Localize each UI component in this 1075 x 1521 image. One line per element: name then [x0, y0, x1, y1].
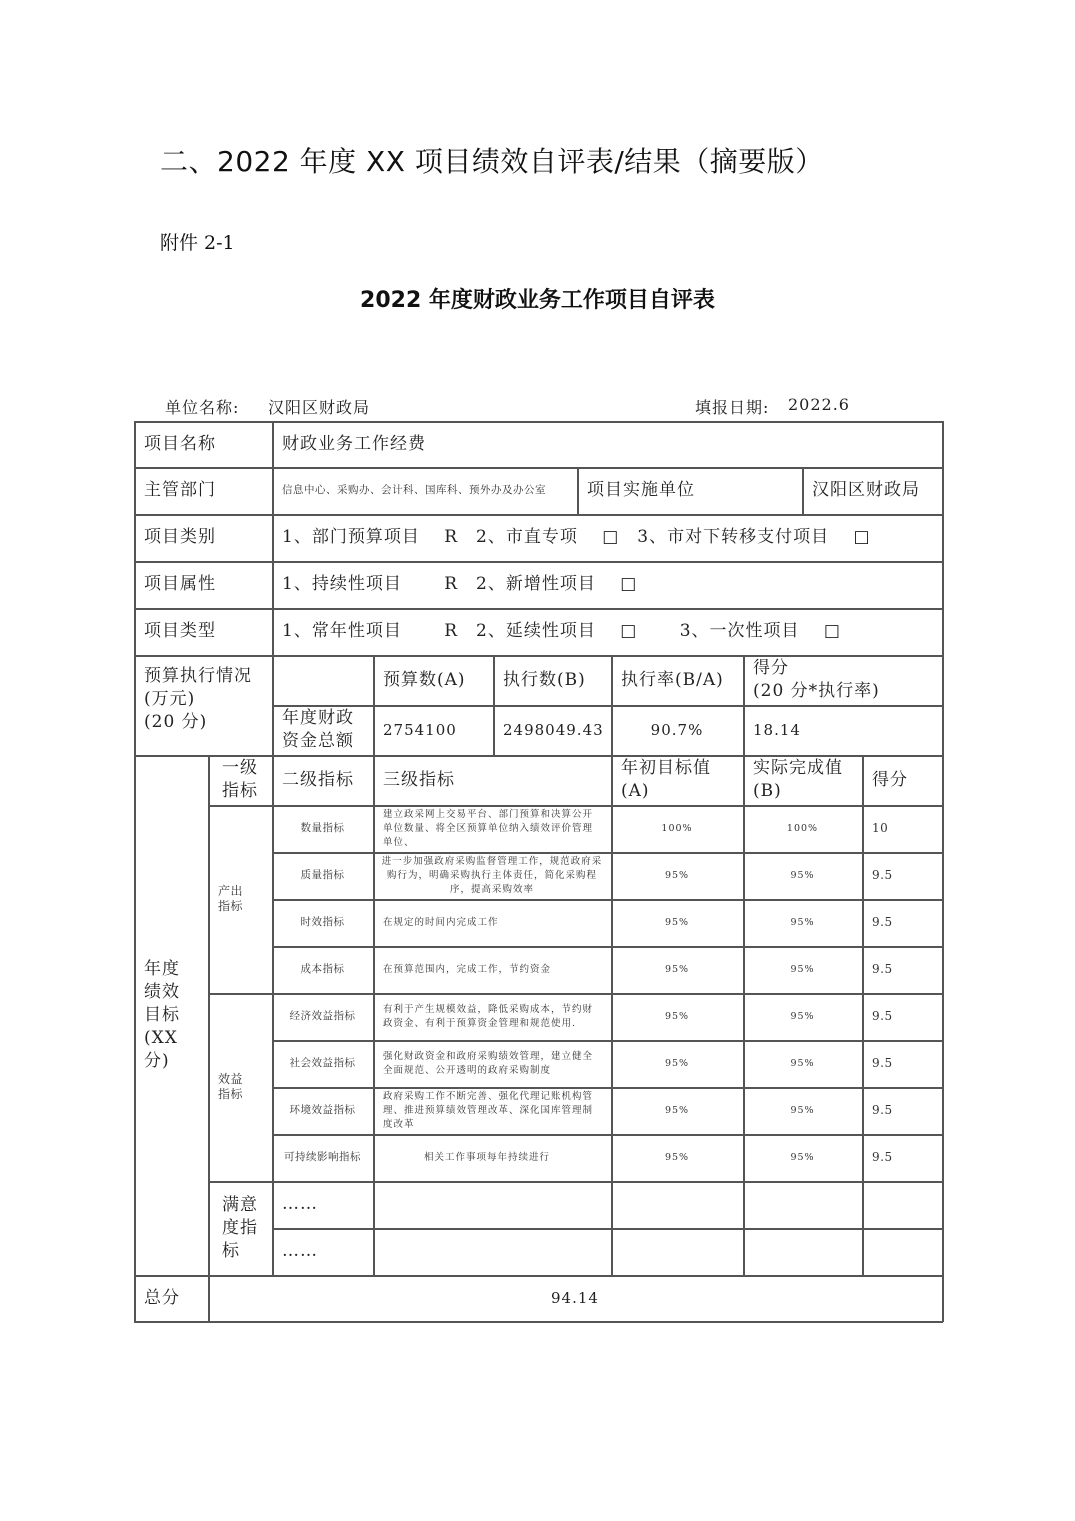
category-options	[272, 514, 942, 561]
level3-cell	[373, 852, 611, 899]
execution-rate-text: 90.7%	[650, 720, 704, 739]
budget-header-b	[493, 655, 611, 705]
category-label	[134, 514, 272, 561]
header-level1-text: 一级指标	[222, 758, 258, 801]
cell-line: (万元)	[144, 689, 196, 709]
score-cell-text: 9.5	[872, 1056, 893, 1070]
table-rule	[134, 561, 943, 563]
table-rule	[134, 421, 136, 1322]
score-cell-text: 9.5	[872, 868, 893, 882]
actual-cell	[743, 1040, 862, 1087]
score-cell	[862, 899, 942, 946]
level3-cell	[373, 1134, 611, 1181]
target-cell-text: 100%	[661, 822, 693, 834]
group-label-text: 效益指标	[218, 1072, 244, 1101]
header-actual-text: 实际完成值(B)	[753, 758, 843, 801]
actual-cell-text: 95%	[790, 1151, 815, 1163]
level2-cell	[272, 1087, 373, 1134]
score-cell	[862, 1087, 942, 1134]
level2-cell-text: 可持续影响指标	[284, 1151, 361, 1163]
score-cell-text: 10	[872, 821, 889, 835]
score-cell-text: 9.5	[872, 915, 893, 929]
project-name-value-text: 财政业务工作经费	[282, 433, 426, 454]
level2-cell-text: ……	[282, 1194, 318, 1214]
budget-header-a-text: 预算数(A)	[383, 669, 466, 690]
table-rule	[134, 421, 943, 423]
target-cell	[611, 1087, 743, 1134]
actual-cell-text: 95%	[790, 869, 815, 881]
target-cell	[611, 1228, 743, 1275]
target-cell-text: 95%	[664, 1057, 690, 1069]
target-cell-text: 95%	[664, 1010, 690, 1022]
score-cell	[862, 1134, 942, 1181]
budget-score	[743, 705, 942, 755]
table-rule	[577, 467, 579, 515]
header-level1	[208, 755, 272, 805]
level2-cell	[272, 993, 373, 1040]
budget-value-text: 2754100	[383, 720, 457, 739]
project-name-label-text: 项目名称	[144, 433, 216, 454]
budget-score-text: 18.14	[753, 720, 801, 739]
target-cell	[611, 1181, 743, 1228]
type-options-text: 1、常年性项目 R 2、延续性项目 □ 3、一次性项目 □	[282, 621, 841, 641]
score-cell	[862, 1181, 942, 1228]
actual-cell	[743, 993, 862, 1040]
header-target-text: 年初目标值(A)	[621, 758, 711, 801]
target-cell-text: 95%	[664, 1151, 690, 1163]
actual-cell	[743, 946, 862, 993]
table-rule	[134, 467, 943, 469]
target-cell	[611, 899, 743, 946]
level2-cell-text: 社会效益指标	[289, 1057, 356, 1069]
type-label	[134, 608, 272, 655]
level3-cell	[373, 1228, 611, 1275]
score-cell-text: 9.5	[872, 1150, 893, 1164]
level3-cell	[373, 899, 611, 946]
attribute-options-text: 1、持续性项目 R 2、新增性项目 □	[282, 574, 638, 594]
actual-cell	[743, 1228, 862, 1275]
attribute-label-text: 项目属性	[144, 574, 216, 594]
table-rule	[134, 655, 943, 657]
table-rule	[134, 608, 943, 610]
level2-cell-text: 经济效益指标	[289, 1010, 356, 1022]
level3-cell-text: 进一步加强政府采购监督管理工作，规范政府采购行为，明确采购执行主体责任，简化采购程序，提高采购效率	[381, 855, 603, 895]
level2-cell-text: ……	[282, 1241, 318, 1261]
header-score-text: 得分	[872, 769, 908, 790]
total-value	[208, 1275, 942, 1321]
department-value-text: 信息中心、采购办、会计科、国库科、预外办及办公室	[282, 484, 546, 496]
actual-cell	[743, 1087, 862, 1134]
target-cell	[611, 946, 743, 993]
target-cell	[611, 852, 743, 899]
execution-rate	[611, 705, 743, 755]
target-cell-text: 95%	[664, 1104, 690, 1116]
attribute-label	[134, 561, 272, 608]
target-cell	[611, 993, 743, 1040]
level3-cell	[373, 1181, 611, 1228]
target-cell	[611, 805, 743, 852]
header-level2	[272, 755, 373, 805]
table-rule	[134, 755, 943, 757]
level2-cell	[272, 1181, 373, 1228]
level3-cell-text: 强化财政资金和政府采购绩效管理，建立健全全面规范、公开透明的政府采购制度	[383, 1050, 594, 1076]
level3-cell-text: 建立政采网上交易平台、部门预算和决算公开单位数量、将全区预算单位纳入绩效评价管理单位、	[383, 808, 594, 848]
type-label-text: 项目类型	[144, 621, 216, 641]
actual-cell-text: 100%	[786, 822, 819, 834]
target-cell-text: 95%	[664, 916, 690, 928]
table-rule	[208, 993, 943, 995]
level2-cell-text: 时效指标	[300, 916, 345, 928]
target-cell-text: 95%	[664, 869, 690, 881]
table-rule	[611, 655, 613, 1276]
table-rule	[272, 421, 274, 1276]
actual-cell-text: 95%	[790, 1010, 815, 1022]
table-rule	[208, 805, 943, 807]
project-name-value	[272, 421, 942, 467]
budget-row-label-text: 年度财政资金总额	[282, 708, 354, 751]
attribute-options	[272, 561, 942, 608]
group-label	[208, 993, 272, 1181]
target-cell-text: 95%	[664, 963, 690, 975]
document-title: 2022 年度财政业务工作项目自评表	[360, 288, 715, 313]
level2-cell	[272, 1134, 373, 1181]
budget-header-a	[373, 655, 493, 705]
score-cell	[862, 993, 942, 1040]
level3-cell	[373, 1087, 611, 1134]
level3-cell	[373, 993, 611, 1040]
cell-line: 得分	[753, 658, 789, 678]
header-level3-text: 三级指标	[383, 769, 455, 790]
actual-cell	[743, 1181, 862, 1228]
group-label-text: 满意度指标	[222, 1194, 258, 1261]
table-rule	[802, 467, 804, 515]
header-actual	[743, 755, 862, 805]
executed-value-text: 2498049.43	[503, 720, 604, 739]
cell-line: (20 分)	[144, 712, 208, 732]
actual-cell	[743, 852, 862, 899]
actual-cell	[743, 1134, 862, 1181]
department-label-text: 主管部门	[144, 480, 216, 500]
budget-header-score	[743, 655, 942, 705]
score-cell	[862, 805, 942, 852]
level2-cell	[272, 1040, 373, 1087]
table-rule	[942, 421, 944, 1322]
score-cell	[862, 946, 942, 993]
table-rule	[493, 655, 495, 756]
date-value: 2022.6	[788, 395, 850, 414]
category-label-text: 项目类别	[144, 527, 216, 547]
group-label	[208, 805, 272, 993]
department-value	[272, 467, 577, 514]
goals-label	[134, 755, 208, 1275]
level3-cell-text: 有利于产生规模效益，降低采购成本，节约财政资金、有利于预算资金管理和规范使用.	[383, 1003, 594, 1029]
level3-cell	[373, 805, 611, 852]
budget-row-label	[272, 705, 373, 755]
level2-cell	[272, 899, 373, 946]
category-options-text: 1、部门预算项目 R 2、市直专项 □ 3、市对下转移支付项目 □	[282, 527, 871, 547]
actual-cell	[743, 805, 862, 852]
budget-header-rate	[611, 655, 743, 705]
budget-label	[134, 655, 272, 755]
section-heading: 二、2022 年度 XX 项目绩效自评表/结果（摘要版）	[160, 145, 824, 178]
header-target	[611, 755, 743, 805]
score-cell	[862, 1040, 942, 1087]
actual-cell-text: 95%	[790, 963, 815, 975]
cell-line: (20 分*执行率)	[753, 681, 880, 701]
date-label: 填报日期:	[695, 398, 770, 417]
table-rule	[208, 1181, 943, 1183]
target-cell	[611, 1134, 743, 1181]
score-cell	[862, 1228, 942, 1275]
budget-value	[373, 705, 493, 755]
table-rule	[134, 1275, 943, 1277]
table-rule	[862, 755, 864, 1276]
header-level2-text: 二级指标	[282, 769, 354, 790]
total-label	[134, 1275, 208, 1321]
actual-cell	[743, 899, 862, 946]
table-rule	[373, 655, 375, 1276]
budget-header-b-text: 执行数(B)	[503, 669, 586, 690]
level3-cell-text: 在规定的时间内完成工作	[383, 916, 499, 928]
score-cell-text: 9.5	[872, 962, 893, 976]
level3-cell-text: 在预算范围内，完成工作，节约资金	[383, 963, 552, 975]
impl-unit-value-text: 汉阳区财政局	[812, 480, 920, 500]
budget-header-rate-text: 执行率(B/A)	[621, 669, 724, 690]
department-label	[134, 467, 272, 514]
actual-cell-text: 95%	[790, 1104, 815, 1116]
table-rule	[208, 755, 210, 1322]
level2-cell	[272, 1228, 373, 1275]
header-score	[862, 755, 942, 805]
score-cell	[862, 852, 942, 899]
header-level3	[373, 755, 611, 805]
level2-cell-text: 数量指标	[300, 822, 345, 834]
impl-unit-label	[577, 467, 802, 514]
impl-unit-value	[802, 467, 942, 514]
level3-cell-text: 政府采购工作不断完善、强化代理记账机构管理、推进预算绩效管理改革、深化国库管理制度改革	[383, 1090, 594, 1130]
target-cell	[611, 1040, 743, 1087]
score-cell-text: 9.5	[872, 1103, 893, 1117]
unit-value: 汉阳区财政局	[268, 398, 371, 417]
level2-cell-text: 质量指标	[300, 869, 345, 881]
group-label-text: 产出指标	[218, 884, 244, 913]
attachment-label: 附件 2-1	[160, 232, 235, 254]
table-rule	[743, 655, 745, 1276]
level2-cell	[272, 946, 373, 993]
level2-cell-text: 环境效益指标	[289, 1104, 356, 1116]
level3-cell-text: 相关工作事项每年持续进行	[423, 1151, 550, 1163]
cell-line: 预算执行情况	[144, 666, 252, 686]
total-label-text: 总分	[144, 1287, 180, 1308]
actual-cell-text: 95%	[790, 1057, 815, 1069]
score-cell-text: 9.5	[872, 1009, 893, 1023]
impl-unit-label-text: 项目实施单位	[587, 480, 695, 500]
level3-cell	[373, 1040, 611, 1087]
level2-cell-text: 成本指标	[300, 963, 345, 975]
executed-value	[493, 705, 611, 755]
project-name-label	[134, 421, 272, 467]
table-rule	[134, 1321, 943, 1323]
level3-cell	[373, 946, 611, 993]
group-label	[208, 1181, 272, 1275]
type-options	[272, 608, 942, 655]
level2-cell	[272, 852, 373, 899]
level2-cell	[272, 805, 373, 852]
total-value-text: 94.14	[551, 1288, 599, 1307]
unit-label: 单位名称:	[165, 398, 240, 417]
table-rule	[134, 514, 943, 516]
actual-cell-text: 95%	[790, 916, 815, 928]
goals-label-text: 年度绩效目标(XX分)	[144, 958, 180, 1071]
